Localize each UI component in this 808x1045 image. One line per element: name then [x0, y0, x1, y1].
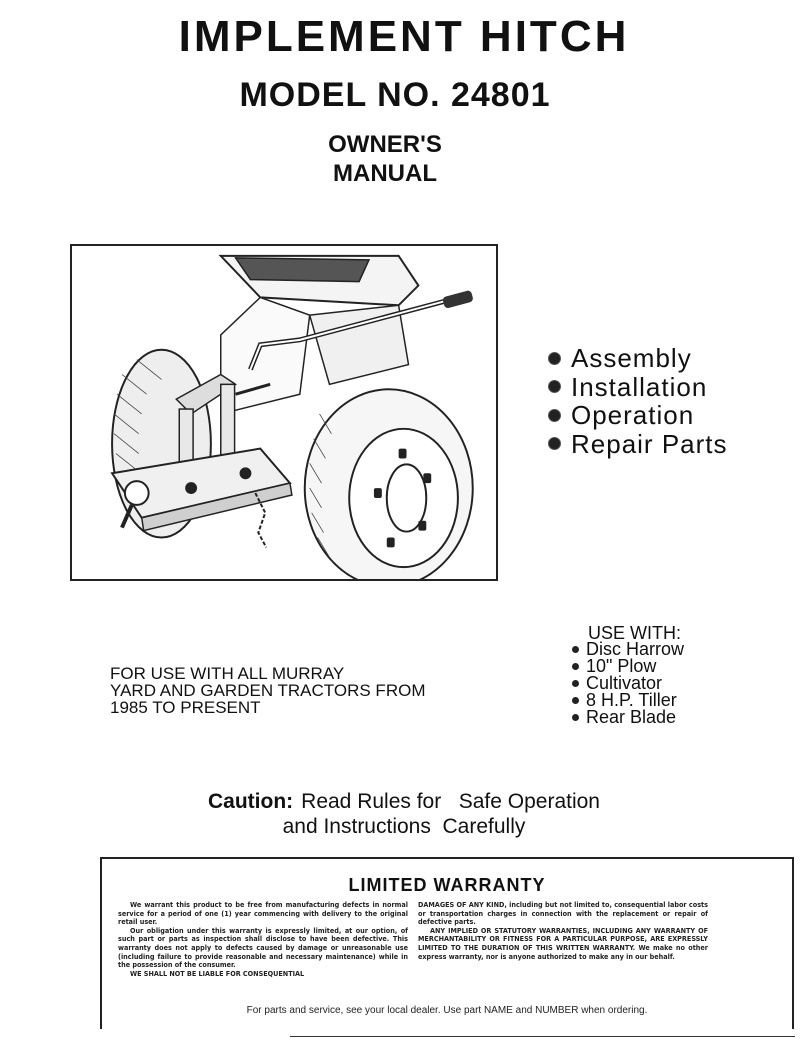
bullet-icon — [572, 714, 579, 721]
warranty-paragraph: DAMAGES OF ANY KIND, including but not limited to, consequential labor costs or transportation charges in connection with the replacement or repair of defective parts. — [418, 900, 708, 927]
compatibility-line-3: 1985 TO PRESENT — [110, 698, 261, 717]
feature-list — [548, 344, 728, 458]
warranty-paragraph: We warrant this product to be free from manufacturing defects in normal service for a period of one (1) year commencing with delivery to the original retail user. — [118, 900, 408, 927]
caution-line-1 — [0, 789, 808, 814]
use-with-label: 8 H.P. Tiller — [586, 690, 677, 710]
use-with-label: Cultivator — [586, 673, 663, 693]
warranty-paragraph: ANY IMPLIED OR STATUTORY WARRANTIES, INCLUDING ANY WARRANTY OF MERCHANTABILITY OR FITNESS FOR A PARTICULAR PURPOSE, ARE EXPRESSLY LIMITED TO THE DURATION OF THIS WRITTEN WARRANTY. We make no other express warranty, nor is anyone authorized to make any in our behalf. — [418, 925, 708, 961]
compatibility-note — [110, 665, 510, 716]
feature-item — [548, 344, 728, 373]
bullet-icon — [572, 697, 579, 704]
compatibility-line-2: YARD AND GARDEN TRACTORS FROM — [110, 681, 426, 700]
bullet-icon — [548, 437, 561, 450]
feature-item — [548, 430, 728, 459]
subtitle-line-2: MANUAL — [333, 160, 437, 187]
warranty-left-column — [118, 901, 408, 978]
warranty-right-column — [418, 901, 708, 961]
feature-label: Assembly — [571, 343, 692, 373]
warranty-paragraph: Our obligation under this warranty is expressly limited, at our option, of such part or parts as inspection shall disclose to have been defective. This warranty does not apply to defects caused by damage or unreasonable use (including failure to provide reasonable and necessary maintenance) while in the possession of the consumer. — [118, 925, 408, 970]
feature-label: Repair Parts — [571, 428, 728, 459]
tractor-hitch-drawing — [72, 246, 496, 579]
use-with-heading: USE WITH: — [588, 623, 681, 643]
use-with-item — [572, 709, 684, 726]
feature-label: Installation — [571, 371, 708, 402]
divider — [290, 1036, 795, 1037]
warranty-footer: For parts and service, see your local dealer. Use part NAME and NUMBER when ordering. — [246, 1005, 648, 1016]
warranty-title: LIMITED WARRANTY — [348, 875, 546, 895]
bullet-icon — [548, 352, 561, 365]
bullet-icon — [548, 409, 561, 422]
manual-subtitle — [300, 130, 470, 188]
feature-item — [548, 401, 728, 430]
subtitle-line-1: OWNER'S — [328, 131, 442, 158]
feature-label: Operation — [571, 400, 695, 430]
caution-label: Caution: — [208, 790, 294, 813]
caution-notice — [0, 789, 808, 839]
limited-warranty-box — [100, 857, 794, 1029]
warranty-paragraph: WE SHALL NOT BE LIABLE FOR CONSEQUENTIAL — [130, 968, 305, 978]
use-with-list — [572, 641, 684, 726]
use-with-label: Rear Blade — [586, 707, 677, 727]
bullet-icon — [572, 663, 579, 670]
bullet-icon — [572, 646, 579, 653]
compatibility-line-1: FOR USE WITH ALL MURRAY — [110, 664, 345, 683]
bullet-icon — [548, 380, 561, 393]
bullet-icon — [572, 680, 579, 687]
document-title: IMPLEMENT HITCH — [178, 12, 630, 61]
caution-text-1: Read Rules for Safe Operation — [301, 790, 600, 813]
caution-text-2: and Instructions Carefully — [282, 815, 526, 838]
use-with-label: 10" Plow — [586, 656, 657, 676]
model-number: MODEL NO. 24801 — [239, 76, 551, 114]
feature-item — [548, 373, 728, 402]
use-with-label: Disc Harrow — [586, 639, 685, 659]
tractor-hitch-illustration — [70, 244, 498, 581]
